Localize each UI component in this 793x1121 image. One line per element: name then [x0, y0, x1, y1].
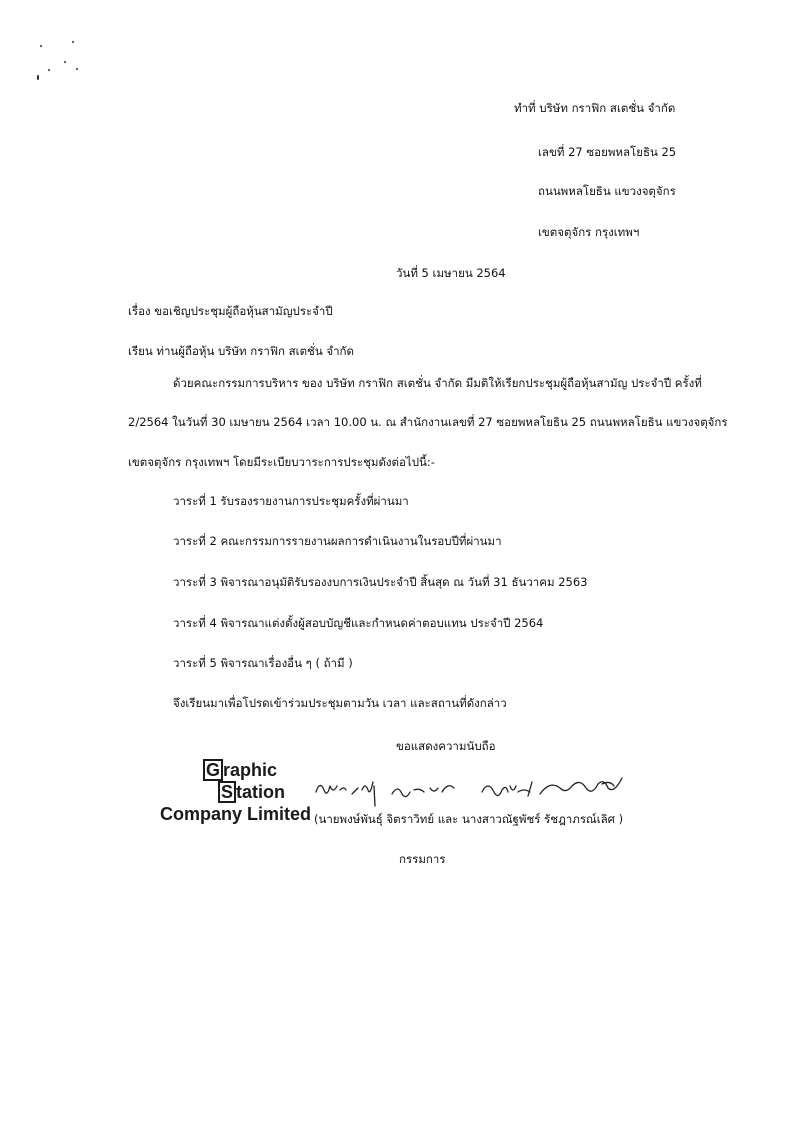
salutation: เรียน ท่านผู้ถือหุ้น บริษัท กราฟิก สเตชั่น จำกัด	[128, 344, 354, 358]
letter-date: วันที่ 5 เมษายน 2564	[396, 266, 506, 280]
logo-initial-g: G	[203, 759, 223, 781]
logo-line-3: Company Limited	[160, 804, 312, 824]
agenda-item-4: วาระที่ 4 พิจารณาแต่งตั้งผู้สอบบัญชีและกำหนดค่าตอบแทน ประจำปี 2564	[173, 616, 544, 630]
logo-line-2	[218, 781, 285, 803]
regards-line: ขอแสดงความนับถือ	[396, 739, 496, 753]
address-line-4: เขตจตุจักร กรุงเทพฯ	[538, 225, 640, 239]
signatory-title: กรรมการ	[399, 852, 446, 866]
body-paragraph-line-1: ด้วยคณะกรรมการบริหาร ของ บริษัท กราฟิก สเตชั่น จำกัด มีมติให้เรียกประชุมผู้ถือหุ้นสามัญ ประจำปี ครั้งที่	[173, 376, 702, 390]
logo-text-raphic: raphic	[223, 760, 278, 780]
logo-line-1	[203, 759, 277, 781]
company-logo	[160, 755, 330, 835]
body-paragraph-line-3: เขตจตุจักร กรุงเทพฯ โดยมีระเบียบวาระการประชุมดังต่อไปนี้:-	[128, 455, 435, 469]
address-line-2: เลขที่ 27 ซอยพหลโยธิน 25	[538, 145, 677, 159]
logo-text-tation: tation	[236, 782, 286, 802]
agenda-item-2: วาระที่ 2 คณะกรรมการรายงานผลการดำเนินงานในรอบปีที่ผ่านมา	[173, 534, 502, 548]
scan-specks	[28, 35, 88, 95]
signatories-names: (นายพงษ์พันธุ์ จิตราวิทย์ และ นางสาวณัฐพัชร์ รัชฎาภรณ์เลิศ )	[314, 812, 624, 826]
address-line-1: ทำที่ บริษัท กราฟิก สเตชั่น จำกัด	[514, 101, 676, 115]
agenda-item-3: วาระที่ 3 พิจารณาอนุมัติรับรองงบการเงินประจำปี สิ้นสุด ณ วันที่ 31 ธันวาคม 2563	[173, 575, 588, 589]
handwritten-signatures	[312, 772, 652, 812]
subject-line: เรื่อง ขอเชิญประชุมผู้ถือหุ้นสามัญประจำปี	[128, 304, 333, 318]
address-line-3: ถนนพหลโยธิน แขวงจตุจักร	[538, 184, 676, 198]
agenda-item-1: วาระที่ 1 รับรองรายงานการประชุมครั้งที่ผ่านมา	[173, 494, 409, 508]
logo-initial-s: S	[218, 781, 236, 803]
agenda-item-5: วาระที่ 5 พิจารณาเรื่องอื่น ๆ ( ถ้ามี )	[173, 656, 353, 670]
invitation-line: จึงเรียนมาเพื่อโปรดเข้าร่วมประชุมตามวัน เวลา และสถานที่ดังกล่าว	[173, 696, 507, 710]
body-paragraph-line-2: 2/2564 ในวันที่ 30 เมษายน 2564 เวลา 10.00 น. ณ สำนักงานเลขที่ 27 ซอยพหลโยธิน 25 ถนนพหลโยธิน แขวงจตุจักร	[128, 415, 728, 429]
